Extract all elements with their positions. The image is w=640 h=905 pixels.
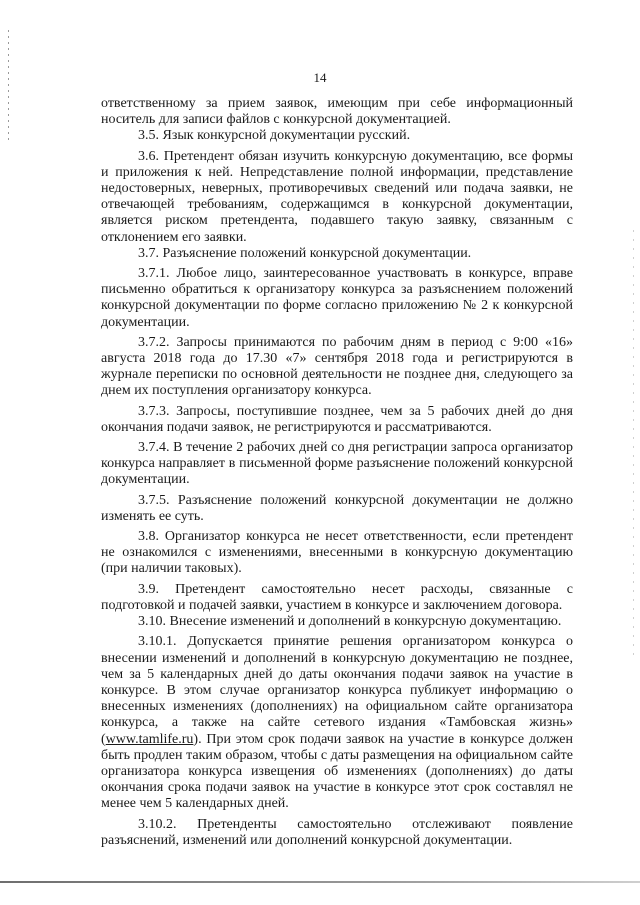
- paragraph-3-7: 3.7. Разъяснение положений конкурсной документации.: [138, 245, 472, 261]
- paragraph-3-7-4: 3.7.4. В течение 2 рабочих дней со дня регистрации запроса организатор конкурса направляет в письменной форме разъяснение положений конкурсной документации.: [101, 440, 573, 488]
- scan-edge-bottom: [0, 881, 640, 883]
- paragraph-3-10-1-text-before: 3.10.1. Допускается принятие решения организатором конкурса о внесении изменений и дополнений в конкурсную документацию не позднее, чем за 5 календарных дней до даты окончания подачи заявок на участие в конкурсе. В этом случае организатор конкурса публикует информацию о внесенных изменениях (дополнениях) на официальном сайте организатора конкурса, а также на сайте сетевого издания «Тамбовская жизнь» (: [101, 634, 573, 747]
- paragraph-3-5: 3.5. Язык конкурсной документации русский.: [138, 128, 411, 144]
- paragraph-3-7-1: 3.7.1. Любое лицо, заинтересованное участвовать в конкурсе, вправе письменно обратиться к организатору конкурса за разъяснением положений конкурсной документации по форме согласно приложению № 2 к конкурсной документации.: [101, 266, 573, 330]
- paragraph-3-8: 3.8. Организатор конкурса не несет ответственности, если претендент не ознакомился с изменениями, внесенными в конкурсную документацию (при наличии таковых).: [101, 529, 573, 577]
- scan-edge-right: [633, 230, 634, 660]
- document-body: [101, 96, 573, 849]
- paragraph-3-9: 3.9. Претендент самостоятельно несет расходы, связанные с подготовкой и подачей заявки, участием в конкурсе и заключением договора.: [101, 581, 573, 613]
- paragraph-3-7-5: 3.7.5. Разъяснение положений конкурсной документации не должно изменять ее суть.: [101, 492, 573, 524]
- paragraph-3-6: 3.6. Претендент обязан изучить конкурсную документацию, все формы и приложения к ней. Непредставление полной информации, представление недостоверных, неверных, противоречивых сведений или подача заявки, не отвечающей требованиям, содержащимся в конкурсной документации, является риском претендента, подавшего такую заявку, связанным с отклонением его заявки.: [101, 148, 573, 245]
- paragraph-3-10: 3.10. Внесение изменений и дополнений в конкурсную документацию.: [138, 614, 562, 630]
- paragraph-continuation: ответственному за прием заявок, имеющим при себе информационный носитель для записи файлов с конкурсной документацией.: [101, 96, 573, 128]
- paragraph-3-10-2: 3.10.2. Претенденты самостоятельно отслеживают появление разъяснений, изменений или дополнений конкурсной документации.: [101, 816, 573, 848]
- page-number: 14: [313, 70, 327, 85]
- tamlife-link[interactable]: www.tamlife.ru: [105, 731, 194, 747]
- paragraph-3-7-2: 3.7.2. Запросы принимаются по рабочим дням в период с 9:00 «16» августа 2018 года до 17.30 «7» сентября 2018 года и регистрируются в журнале переписки по основной деятельности не позднее дня, следующего за днем их поступления организатору конкурса.: [101, 334, 573, 399]
- paragraph-3-10-1: [101, 634, 573, 812]
- paragraph-3-10-1-text-after: ). При этом срок подачи заявок на участие в конкурсе должен быть продлен таким образом, чтобы с даты размещения на официальном сайте организатора конкурса извещения об изменениях (дополнениях) до даты окончания срока подачи заявок на участие в конкурсе этот срок составлял не менее чем 5 календарных дней.: [101, 731, 573, 812]
- paragraph-3-7-3: 3.7.3. Запросы, поступившие позднее, чем за 5 рабочих дней до дня окончания подачи заявок, не регистрируются и рассматриваются.: [101, 403, 573, 435]
